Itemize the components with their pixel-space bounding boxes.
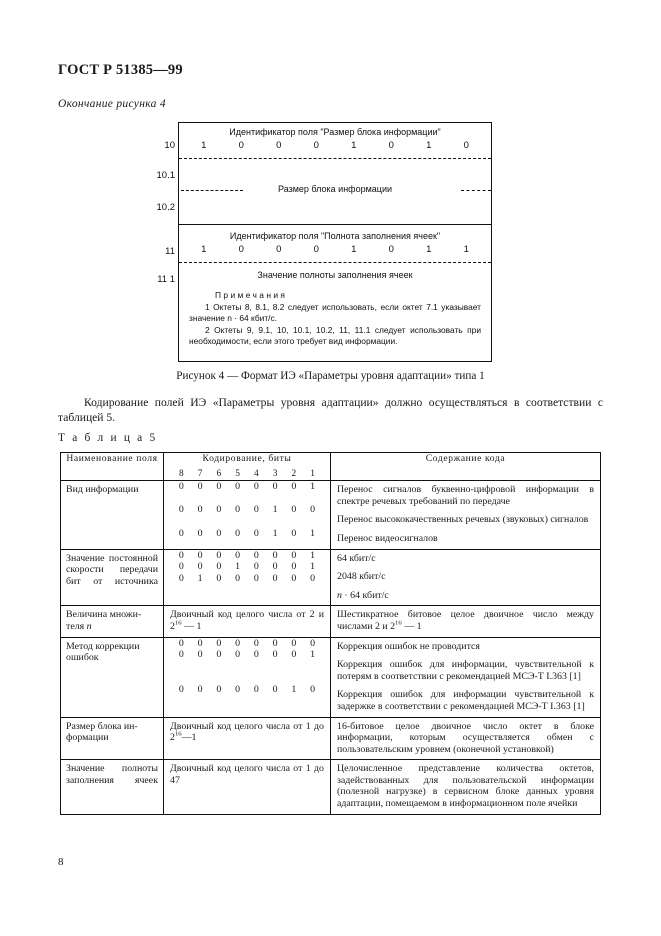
field-name-text: Размер блока ин- формации — [66, 720, 138, 744]
figure-segment-11 — [179, 230, 491, 255]
bit: 0 — [272, 637, 278, 649]
bit: 0 — [197, 637, 203, 649]
table-row — [61, 481, 601, 549]
bit: 0 — [178, 481, 184, 493]
bit: 0 — [291, 549, 297, 561]
field-name-text: Величина множи- теля n — [66, 609, 142, 632]
bit: 0 — [178, 549, 184, 561]
bit: 0 — [253, 637, 259, 649]
figure-bit: 0 — [463, 140, 469, 151]
bit: 0 — [235, 637, 241, 649]
code-description: Коррекция ошибок не проводится — [337, 640, 480, 652]
figure-segment-10 — [179, 126, 491, 151]
table-cell-bit-codes — [164, 481, 331, 549]
bit: 0 — [235, 481, 241, 493]
field-name-text: Значение постоянной скорости передачи бит от источника — [66, 552, 158, 587]
figure-segment-title-11-1: Значение полноты заполнения ячеек — [257, 270, 413, 280]
bit: 1 — [197, 572, 203, 584]
table-header-bits — [164, 453, 331, 481]
bit: 0 — [216, 637, 222, 649]
figure-bit: 0 — [313, 244, 319, 255]
bit: 0 — [178, 637, 184, 649]
figure-bit: 0 — [276, 140, 282, 151]
bit: 0 — [216, 683, 222, 695]
bit-number: 6 — [216, 468, 222, 479]
figure-row-label-11-1: 11 1 — [157, 274, 175, 285]
bit: 0 — [253, 649, 259, 661]
bit-number: 7 — [197, 468, 203, 479]
figure-caption: Рисунок 4 — Формат ИЭ «Параметры уровня адаптации» типа 1 — [176, 370, 485, 382]
table-cell-field-name — [61, 760, 164, 814]
bit-code-line — [164, 638, 330, 650]
figure-bit: 1 — [201, 244, 207, 255]
figure-bit: 0 — [238, 244, 244, 255]
bit: 1 — [291, 683, 297, 695]
bit: 0 — [253, 572, 259, 584]
bit: 0 — [272, 549, 278, 561]
table-cell-description — [331, 606, 601, 637]
code-text: Двоичный код целого числа от 1 до 47 — [170, 763, 324, 786]
bit: 0 — [197, 481, 203, 493]
figure-segment-title-10: Идентификатор поля "Размер блока информации" — [229, 127, 441, 137]
bit: 0 — [291, 504, 297, 516]
table-cell-bit-codes — [164, 606, 331, 637]
table-coding-fields — [60, 452, 601, 815]
bit: 0 — [216, 527, 222, 539]
bit-code-line — [164, 649, 330, 661]
figure-row-label-11: 11 — [165, 246, 175, 257]
figure-bit: 1 — [351, 140, 357, 151]
bit: 0 — [197, 504, 203, 516]
table-row — [61, 760, 601, 814]
bit: 0 — [178, 649, 184, 661]
bit: 0 — [272, 649, 278, 661]
bit: 0 — [291, 561, 297, 573]
code-description: Коррекция ошибок для информации, чувствительной к потерям в соответствии с рекомендацией МСЭ-Т I.363 [1] — [337, 659, 594, 682]
bit: 1 — [272, 527, 278, 539]
bit-code-line — [164, 573, 330, 585]
table-cell-bit-codes — [164, 760, 331, 814]
table-row — [61, 606, 601, 637]
code-description: Коррекция ошибок для информации чувствительной к задержке в соответствии с рекомендацией МСЭ-Т I.363 [1] — [337, 689, 594, 712]
bit-number: 1 — [310, 468, 315, 479]
bit: 0 — [197, 561, 203, 573]
table-cell-description — [331, 549, 601, 606]
figure-segment-title-10-2: Размер блока информации — [278, 184, 392, 194]
figure-divider-dashed — [179, 158, 491, 159]
figure-divider-solid — [179, 224, 491, 225]
bit: 0 — [310, 637, 316, 649]
bit-code-line — [164, 528, 330, 540]
figure-bit-row-11 — [179, 244, 491, 255]
spacer — [164, 493, 330, 505]
figure-bit: 0 — [238, 140, 244, 151]
bit: 0 — [235, 527, 241, 539]
spacer — [164, 661, 330, 673]
table-header-row — [61, 453, 601, 481]
bit: 0 — [216, 649, 222, 661]
bit: 0 — [272, 683, 278, 695]
bit: 0 — [197, 527, 203, 539]
table-cell-field-name — [61, 549, 164, 606]
table-title: Т а б л и ц а 5 — [58, 432, 158, 444]
table-cell-bit-codes — [164, 549, 331, 606]
code-description: 2048 кбит/с — [337, 571, 386, 583]
bit: 0 — [291, 572, 297, 584]
bit: 0 — [235, 683, 241, 695]
figure-bit: 1 — [463, 244, 469, 255]
bit: 0 — [272, 572, 278, 584]
table-cell-description — [331, 637, 601, 717]
bit: 0 — [178, 504, 184, 516]
bit: 0 — [235, 572, 241, 584]
bit: 0 — [197, 549, 203, 561]
figure-bit: 1 — [351, 244, 357, 255]
bit: 0 — [253, 527, 259, 539]
table-cell-field-name — [61, 717, 164, 760]
bit: 1 — [310, 649, 316, 661]
field-name-text: Вид информации — [66, 484, 139, 496]
table-header-bits-caption: Кодирование, биты — [202, 453, 292, 464]
figure-bit: 0 — [276, 244, 282, 255]
figure-divider-dashed — [179, 262, 491, 263]
bit: 0 — [253, 683, 259, 695]
bit: 0 — [216, 561, 222, 573]
bit: 0 — [216, 481, 222, 493]
figure-bit: 1 — [426, 244, 432, 255]
table-cell-bit-codes — [164, 637, 331, 717]
figure-row-label-10-2: 10.2 — [156, 202, 175, 213]
figure-bit: 1 — [201, 140, 207, 151]
figure-bit-row-10 — [179, 140, 491, 151]
bit-code-line — [164, 684, 330, 696]
figure-bit: 0 — [388, 140, 394, 151]
bit: 0 — [291, 527, 297, 539]
figure-bit-field-diagram — [133, 122, 493, 362]
bit-number: 2 — [291, 468, 297, 479]
field-name-text: Метод коррекции ошибок — [66, 640, 140, 664]
table-cell-field-name — [61, 606, 164, 637]
bit: 1 — [272, 504, 278, 516]
table-row — [61, 549, 601, 606]
bit-number: 5 — [235, 468, 240, 479]
bit: 0 — [178, 527, 184, 539]
table-header-name: Наименование поля — [61, 453, 164, 481]
standard-number: ГОСТ Р 51385—99 — [58, 62, 183, 78]
bit-code-line — [164, 561, 330, 573]
code-text: Двоичный код целого числа от 1 до $2^{16}—1$ — [170, 720, 324, 744]
figure-row-label-10-1: 10.1 — [156, 170, 175, 181]
code-description: n · 64 кбит/с — [337, 589, 389, 601]
bit: 1 — [310, 527, 316, 539]
bit: 0 — [272, 481, 278, 493]
table-cell-field-name — [61, 637, 164, 717]
figure-bit: 1 — [426, 140, 432, 151]
bit: 0 — [272, 561, 278, 573]
figure-bit: 0 — [313, 140, 319, 151]
figure-segment-title-11: Идентификатор поля "Полнота заполнения ячеек" — [229, 231, 441, 241]
table-cell-description — [331, 717, 601, 760]
page-number: 8 — [58, 856, 64, 868]
bit: 0 — [235, 649, 241, 661]
code-description: Перенос видеосигналов — [337, 532, 438, 544]
bit: 0 — [291, 481, 297, 493]
bit: 1 — [310, 549, 316, 561]
figure-continuation-label: Окончание рисунка 4 — [58, 98, 166, 110]
bit-number: 4 — [254, 468, 259, 479]
table-row — [61, 637, 601, 717]
bit: 0 — [216, 504, 222, 516]
figure-note-item: 2 Октеты 9, 9.1, 10, 10.1, 10.2, 11, 11.1 следует использовать при необходимости, если этого требует вид информации. — [189, 324, 481, 346]
field-name-text: Значение полноты заполнения ячеек — [66, 763, 158, 786]
bit: 0 — [235, 504, 241, 516]
code-description: Перенос высококачественных речевых (звуковых) сигналов — [337, 514, 589, 526]
figure-notes — [189, 290, 481, 347]
table-cell-bit-codes — [164, 717, 331, 760]
bit-code-line — [164, 481, 330, 493]
code-description: Целочисленное представление количества октетов, задействованных для пользовательской информации (полезной нагрузке) в сервисном блоке данных уровня адаптации, помещаемом в информационном поле ячейки — [337, 763, 594, 810]
bit: 0 — [253, 504, 259, 516]
figure-note-item: 1 Октеты 8, 8.1, 8.2 следует использовать, если октет 7.1 указывает значение n · 64 кбит/с. — [189, 302, 481, 324]
code-text: Двоичный код целого числа от 2 и $2^{16}$ — 1 — [170, 609, 324, 632]
spacer — [164, 672, 330, 684]
bit: 0 — [197, 649, 203, 661]
bit: 0 — [291, 637, 297, 649]
bit-code-line — [164, 550, 330, 562]
bit-number: 3 — [272, 468, 278, 479]
spacer — [164, 516, 330, 528]
code-description: 16-битовое целое двоичное число октет в блоке информации, которым осуществляется обмен с пользовательским уровнем (оконечной установкой) — [337, 720, 594, 755]
bit: 0 — [253, 481, 259, 493]
table-header-bit-numbers — [164, 469, 330, 481]
bit: 0 — [253, 549, 259, 561]
bit: 0 — [310, 683, 316, 695]
bit: 0 — [235, 549, 241, 561]
table-cell-description — [331, 760, 601, 814]
code-description: Шестикратное битовое целое двоичное число между числами 2 и $2^{16}$ — 1 — [337, 609, 594, 632]
bit: 0 — [178, 572, 184, 584]
table-cell-description — [331, 481, 601, 549]
figure-bit: 0 — [388, 244, 394, 255]
figure-notes-heading: Примечания — [215, 290, 288, 300]
bit: 0 — [178, 561, 184, 573]
bit: 0 — [197, 683, 203, 695]
bit: 1 — [310, 561, 316, 573]
bit: 1 — [235, 561, 241, 573]
code-description: 64 кбит/с — [337, 552, 376, 564]
bit: 0 — [178, 683, 184, 695]
bit: 0 — [291, 649, 297, 661]
bit-number: 8 — [179, 468, 184, 479]
table-row — [61, 717, 601, 760]
bit: 0 — [310, 572, 316, 584]
bit: 0 — [253, 561, 259, 573]
code-description: Перенос сигналов буквенно-цифровой информации в спектре речевых требований по передаче — [337, 484, 594, 507]
bit-code-line — [164, 504, 330, 516]
bit: 0 — [310, 504, 316, 516]
bit: 1 — [310, 481, 316, 493]
body-paragraph: Кодирование полей ИЭ «Параметры уровня адаптации» должно осуществляться в соответствии с таблицей 5. — [58, 396, 603, 424]
table-header-description: Содержание кода — [331, 453, 601, 481]
figure-row-label-10: 10 — [164, 140, 175, 151]
table-cell-field-name — [61, 481, 164, 549]
bit: 0 — [216, 549, 222, 561]
bit: 0 — [216, 572, 222, 584]
